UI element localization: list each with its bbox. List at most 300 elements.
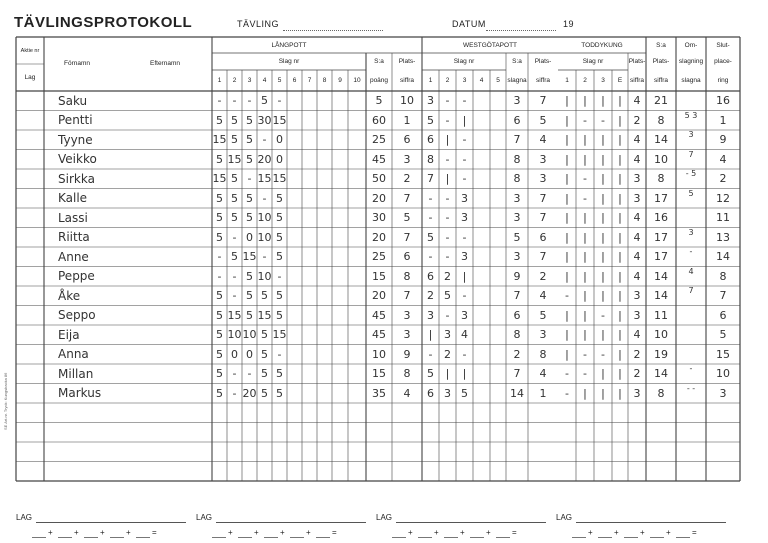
player-name: Peppe	[58, 269, 95, 284]
toddy-shot: |	[565, 152, 569, 166]
header-langpott: LÅNGPOTT	[271, 42, 307, 49]
langpott-shot: 5	[261, 94, 268, 108]
westgota-shot	[473, 189, 490, 209]
header-lp-num: 3	[247, 77, 252, 84]
langpott-shot	[287, 306, 302, 326]
final-placing: 15	[716, 347, 730, 361]
westgota-sum: 7	[513, 367, 521, 381]
langpott-shot: 10	[257, 269, 272, 283]
langpott-sum: 50	[372, 172, 386, 186]
om-slagning: 5	[688, 188, 694, 198]
header-td-num: 1	[565, 77, 569, 84]
langpott-shot: 5	[216, 367, 223, 381]
header-poang: poäng	[369, 77, 389, 84]
westgota-shot: -	[462, 133, 467, 147]
langpott-shot	[302, 228, 317, 248]
langpott-shot	[287, 247, 302, 267]
year-prefix: 19	[563, 19, 575, 29]
toddy-shot: -	[565, 289, 569, 303]
langpott-shot: 5	[261, 289, 268, 303]
header-slagna-wg: slagna	[507, 77, 527, 84]
score-blank	[136, 537, 150, 538]
langpott-shot	[332, 267, 348, 287]
final-placing: 5	[719, 328, 727, 342]
toddy-shot: |	[565, 347, 569, 361]
score-blank	[392, 537, 406, 538]
toddy-shot: -	[583, 113, 587, 127]
westgota-shot: -	[445, 113, 450, 127]
langpott-shot	[287, 364, 302, 384]
langpott-shot: -	[277, 94, 282, 108]
westgota-shot	[473, 169, 490, 189]
team-name-line	[216, 522, 366, 523]
header-om-slagna: slagna	[681, 77, 701, 84]
langpott-shot: -	[232, 367, 237, 381]
westgota-shot: 5	[427, 113, 434, 127]
score-blank	[238, 537, 252, 538]
westgota-shot	[490, 364, 506, 384]
toddy-place: 4	[633, 211, 641, 225]
player-name: Riitta	[58, 230, 90, 245]
langpott-shot: 5	[276, 211, 283, 225]
langpott-shot	[287, 91, 302, 111]
westgota-shot	[490, 189, 506, 209]
westgota-shot: -	[428, 191, 433, 205]
westgota-sum: 3	[513, 191, 521, 205]
toddy-shot: -	[601, 113, 605, 127]
langpott-shot: 5	[276, 367, 283, 381]
langpott-shot	[348, 267, 366, 287]
toddy-shot: |	[565, 269, 569, 283]
score-blank	[624, 537, 638, 538]
westgota-shot: -	[428, 250, 433, 264]
plus-sign: +	[306, 528, 311, 537]
langpott-shot: 5	[246, 191, 253, 205]
langpott-shot: 5	[231, 172, 238, 186]
langpott-place: 8	[403, 367, 411, 381]
langpott-shot: 5	[216, 289, 223, 303]
header-td-num: E	[617, 77, 623, 84]
westgota-shot: 5	[427, 230, 434, 244]
westgota-shot	[490, 91, 506, 111]
westgota-place: 8	[539, 347, 547, 361]
westgota-shot	[473, 150, 490, 170]
langpott-shot	[302, 247, 317, 267]
langpott-shot	[287, 286, 302, 306]
westgota-shot	[473, 228, 490, 248]
langpott-shot: -	[262, 133, 267, 147]
langpott-shot	[302, 169, 317, 189]
langpott-place: 10	[400, 94, 414, 108]
toddy-shot: |	[601, 269, 605, 283]
om-slagning: -	[689, 247, 693, 256]
print-note: SE Art.nr. Tryck: Kungsbacka 86	[3, 372, 8, 430]
westgota-shot	[473, 325, 490, 345]
toddy-shot: |	[583, 94, 587, 108]
langpott-shot: 15	[272, 113, 287, 127]
westgota-shot: 3	[461, 191, 468, 205]
langpott-shot: 10	[242, 328, 257, 342]
langpott-shot	[348, 345, 366, 365]
final-placing: 13	[716, 230, 730, 244]
score-blank	[418, 537, 432, 538]
langpott-shot	[302, 286, 317, 306]
westgota-shot	[490, 228, 506, 248]
om-slagning: 7	[688, 149, 694, 159]
westgota-shot	[473, 384, 490, 404]
om-slagning: 3	[688, 130, 694, 139]
langpott-shot: 5	[276, 308, 283, 322]
final-placing: 6	[719, 308, 727, 322]
header-slagning: slagning	[678, 58, 704, 65]
langpott-shot	[348, 130, 366, 150]
toddy-shot: |	[583, 386, 587, 400]
langpott-shot	[317, 345, 332, 365]
toddy-shot: |	[618, 191, 622, 205]
westgota-shot: -	[445, 230, 450, 244]
plus-sign: +	[228, 528, 233, 537]
score-blank	[598, 537, 612, 538]
langpott-shot: 10	[227, 328, 242, 342]
westgota-sum: 3	[513, 211, 521, 225]
langpott-place: 8	[403, 269, 411, 283]
toddy-shot: |	[618, 152, 622, 166]
toddy-shot: |	[583, 250, 587, 264]
toddy-shot: |	[601, 211, 605, 225]
langpott-shot: 5	[216, 347, 223, 361]
toddy-shot: |	[601, 94, 605, 108]
westgota-shot	[490, 208, 506, 228]
header-westgota: WESTGÖTAPOTT	[462, 42, 518, 49]
langpott-shot	[317, 208, 332, 228]
westgota-place: 7	[539, 250, 547, 264]
langpott-shot: 15	[272, 328, 287, 342]
toddy-shot: |	[601, 172, 605, 186]
langpott-shot	[332, 286, 348, 306]
toddy-shot: |	[601, 191, 605, 205]
player-name: Kalle	[58, 191, 88, 206]
westgota-place: 1	[539, 386, 547, 400]
westgota-shot: 2	[444, 347, 451, 361]
total-place-sum: 21	[654, 94, 668, 108]
total-place-sum: 8	[657, 172, 665, 186]
header-sa-total: S:a	[656, 42, 666, 49]
westgota-place: 4	[539, 133, 547, 147]
header-om: Om-	[684, 42, 698, 49]
langpott-shot: 15	[212, 133, 227, 147]
westgota-shot: 3	[427, 94, 434, 108]
toddy-place: 4	[633, 328, 641, 342]
header-td-num: 3	[601, 77, 605, 84]
langpott-shot: 30	[257, 113, 272, 127]
plus-sign: +	[280, 528, 285, 537]
langpott-shot	[348, 228, 366, 248]
plus-sign: +	[126, 528, 131, 537]
westgota-shot: |	[445, 172, 450, 186]
westgota-shot: -	[445, 308, 450, 322]
westgota-shot: 5	[461, 386, 468, 400]
toddy-shot: |	[618, 269, 622, 283]
langpott-place: 7	[403, 289, 411, 303]
langpott-shot: 0	[246, 230, 253, 244]
langpott-shot: 5	[216, 230, 223, 244]
toddy-shot: |	[565, 308, 569, 322]
total-place-sum: 17	[654, 250, 668, 264]
langpott-shot: -	[232, 289, 237, 303]
langpott-shot	[317, 306, 332, 326]
langpott-shot	[348, 91, 366, 111]
langpott-shot	[348, 325, 366, 345]
westgota-shot: -	[428, 347, 433, 361]
langpott-shot	[332, 169, 348, 189]
team-label: LAG	[376, 513, 393, 522]
westgota-place: 7	[539, 94, 547, 108]
langpott-shot	[302, 306, 317, 326]
westgota-place: 6	[539, 230, 547, 244]
westgota-shot: |	[445, 133, 450, 147]
final-placing: 1	[719, 113, 727, 127]
langpott-shot	[302, 150, 317, 170]
score-blank	[572, 537, 586, 538]
langpott-sum: 20	[372, 230, 386, 244]
langpott-shot: 5	[246, 133, 253, 147]
langpott-shot: -	[277, 269, 282, 283]
langpott-shot: -	[262, 250, 267, 264]
datum-label: DATUM	[452, 19, 486, 29]
langpott-shot: 5	[276, 386, 283, 400]
westgota-shot	[490, 306, 506, 326]
final-placing: 4	[719, 152, 727, 166]
toddy-place: 4	[633, 133, 641, 147]
toddy-shot: |	[565, 94, 569, 108]
westgota-shot: |	[462, 113, 467, 127]
toddy-shot: |	[601, 250, 605, 264]
player-name: Pentti	[58, 113, 93, 128]
toddy-place: 3	[633, 289, 641, 303]
header-lp-num: 10	[353, 77, 361, 84]
westgota-shot: 5	[444, 289, 451, 303]
toddy-shot: -	[601, 308, 605, 322]
total-place-sum: 11	[654, 308, 668, 322]
om-slagning	[676, 306, 706, 326]
westgota-shot	[473, 111, 490, 131]
toddy-shot: |	[583, 230, 587, 244]
team-name-line	[576, 522, 726, 523]
langpott-shot: 5	[216, 152, 223, 166]
langpott-shot	[317, 247, 332, 267]
westgota-place: 7	[539, 191, 547, 205]
toddy-shot: |	[618, 250, 622, 264]
plus-sign: +	[434, 528, 439, 537]
langpott-shot: -	[217, 269, 222, 283]
header-slag-nr-td: Slag nr	[582, 58, 604, 65]
team-name-line	[396, 522, 546, 523]
plus-sign: +	[74, 528, 79, 537]
tavling-label: TÄVLING	[237, 19, 280, 29]
header-lag: Lag	[24, 73, 36, 81]
om-slagning: - -	[686, 383, 696, 393]
langpott-sum: 60	[372, 113, 386, 127]
langpott-shot: 5	[246, 289, 253, 303]
header-lp-num: 9	[338, 77, 342, 84]
team-label: LAG	[16, 513, 33, 522]
langpott-shot: 15	[242, 250, 257, 264]
langpott-shot	[287, 267, 302, 287]
om-slagning	[676, 91, 706, 111]
final-placing: 10	[716, 367, 730, 381]
header-wg-num: 4	[479, 77, 484, 84]
toddy-shot: |	[583, 328, 587, 342]
langpott-sum: 35	[372, 386, 386, 400]
total-place-sum: 14	[654, 289, 668, 303]
langpott-shot: 20	[257, 152, 272, 166]
westgota-shot: -	[445, 211, 450, 225]
langpott-shot	[348, 384, 366, 404]
westgota-place: 3	[539, 328, 547, 342]
score-blank	[316, 537, 330, 538]
langpott-place: 3	[403, 308, 411, 322]
langpott-sum: 45	[372, 308, 386, 322]
langpott-shot: 0	[231, 347, 238, 361]
langpott-shot	[287, 150, 302, 170]
langpott-shot: 5	[261, 367, 268, 381]
westgota-sum: 9	[513, 269, 521, 283]
player-name: Anna	[58, 347, 89, 362]
westgota-shot: -	[462, 230, 467, 244]
langpott-shot: 5	[246, 113, 253, 127]
westgota-shot	[473, 364, 490, 384]
langpott-shot	[302, 325, 317, 345]
westgota-shot	[490, 384, 506, 404]
langpott-shot	[348, 111, 366, 131]
header-plats-wg: Plats-	[534, 58, 552, 65]
westgota-shot: |	[462, 367, 467, 381]
toddy-place: 2	[633, 347, 641, 361]
header-aktie-nr: Aktie nr	[20, 47, 40, 54]
total-place-sum: 16	[654, 211, 668, 225]
header-wg-num: 5	[496, 77, 500, 84]
langpott-shot	[287, 111, 302, 131]
langpott-place: 6	[403, 250, 411, 264]
westgota-shot	[490, 169, 506, 189]
header-wg-num: 3	[462, 77, 467, 84]
header-lp-num: 2	[232, 77, 237, 84]
score-blank	[58, 537, 72, 538]
westgota-sum: 8	[513, 328, 521, 342]
score-blank	[110, 537, 124, 538]
langpott-shot	[287, 345, 302, 365]
langpott-shot	[302, 384, 317, 404]
langpott-place: 7	[403, 191, 411, 205]
langpott-sum: 25	[372, 250, 386, 264]
toddy-shot: |	[618, 94, 622, 108]
score-blank	[676, 537, 690, 538]
header-efternamn: Efternamn	[150, 59, 180, 67]
langpott-shot: 15	[212, 172, 227, 186]
toddy-shot: |	[565, 230, 569, 244]
total-place-sum: 17	[654, 230, 668, 244]
westgota-shot	[490, 286, 506, 306]
westgota-place: 5	[539, 308, 547, 322]
toddy-place: 4	[633, 230, 641, 244]
westgota-shot: 3	[427, 308, 434, 322]
header-plats-total: Plats-	[652, 58, 670, 65]
langpott-place: 9	[403, 347, 411, 361]
langpott-shot	[302, 91, 317, 111]
langpott-shot	[287, 169, 302, 189]
langpott-shot	[317, 111, 332, 131]
langpott-shot: -	[232, 269, 237, 283]
westgota-shot: 6	[427, 269, 434, 283]
langpott-shot: 20	[242, 386, 257, 400]
om-slagning: 4	[688, 266, 694, 276]
westgota-shot: 6	[427, 133, 434, 147]
langpott-shot: -	[277, 347, 282, 361]
langpott-shot: -	[247, 94, 252, 108]
langpott-shot	[332, 364, 348, 384]
toddy-place: 4	[633, 152, 641, 166]
score-blank	[290, 537, 304, 538]
final-placing: 3	[719, 386, 727, 400]
langpott-sum: 20	[372, 191, 386, 205]
langpott-shot	[332, 345, 348, 365]
header-siffra-td: siffra	[630, 77, 644, 84]
toddy-shot: |	[583, 308, 587, 322]
header-lp-num: 6	[292, 77, 297, 84]
langpott-shot: 15	[272, 172, 287, 186]
langpott-shot	[302, 111, 317, 131]
header-sa-lp: S:a	[374, 58, 384, 65]
om-slagning: 7	[688, 286, 694, 295]
toddy-shot: -	[583, 172, 587, 186]
toddy-place: 4	[633, 250, 641, 264]
langpott-shot: 5	[231, 211, 238, 225]
westgota-place: 3	[539, 152, 547, 166]
langpott-shot	[287, 208, 302, 228]
langpott-shot: 0	[246, 347, 253, 361]
team-name-line	[36, 522, 186, 523]
plus-sign: +	[460, 528, 465, 537]
toddy-place: 3	[633, 308, 641, 322]
langpott-shot: 5	[276, 230, 283, 244]
langpott-shot	[317, 130, 332, 150]
langpott-shot: 5	[276, 191, 283, 205]
toddy-shot: |	[601, 230, 605, 244]
westgota-shot: -	[462, 152, 467, 166]
westgota-sum: 2	[513, 347, 521, 361]
langpott-shot	[332, 306, 348, 326]
plus-sign: +	[640, 528, 645, 537]
langpott-shot: 5	[231, 133, 238, 147]
toddy-shot: |	[618, 133, 622, 147]
final-placing: 14	[716, 250, 730, 264]
langpott-shot	[348, 189, 366, 209]
langpott-shot	[317, 169, 332, 189]
langpott-shot: 5	[246, 152, 253, 166]
langpott-shot: 15	[227, 152, 242, 166]
toddy-shot: |	[618, 230, 622, 244]
toddy-shot: |	[565, 191, 569, 205]
westgota-shot	[473, 91, 490, 111]
langpott-place: 3	[403, 152, 411, 166]
westgota-shot: -	[462, 347, 467, 361]
westgota-shot	[473, 267, 490, 287]
langpott-shot: 5	[246, 269, 253, 283]
langpott-shot	[317, 189, 332, 209]
total-place-sum: 17	[654, 191, 668, 205]
westgota-sum: 6	[513, 308, 521, 322]
header-slag-nr-wg: Slag nr	[453, 58, 475, 65]
